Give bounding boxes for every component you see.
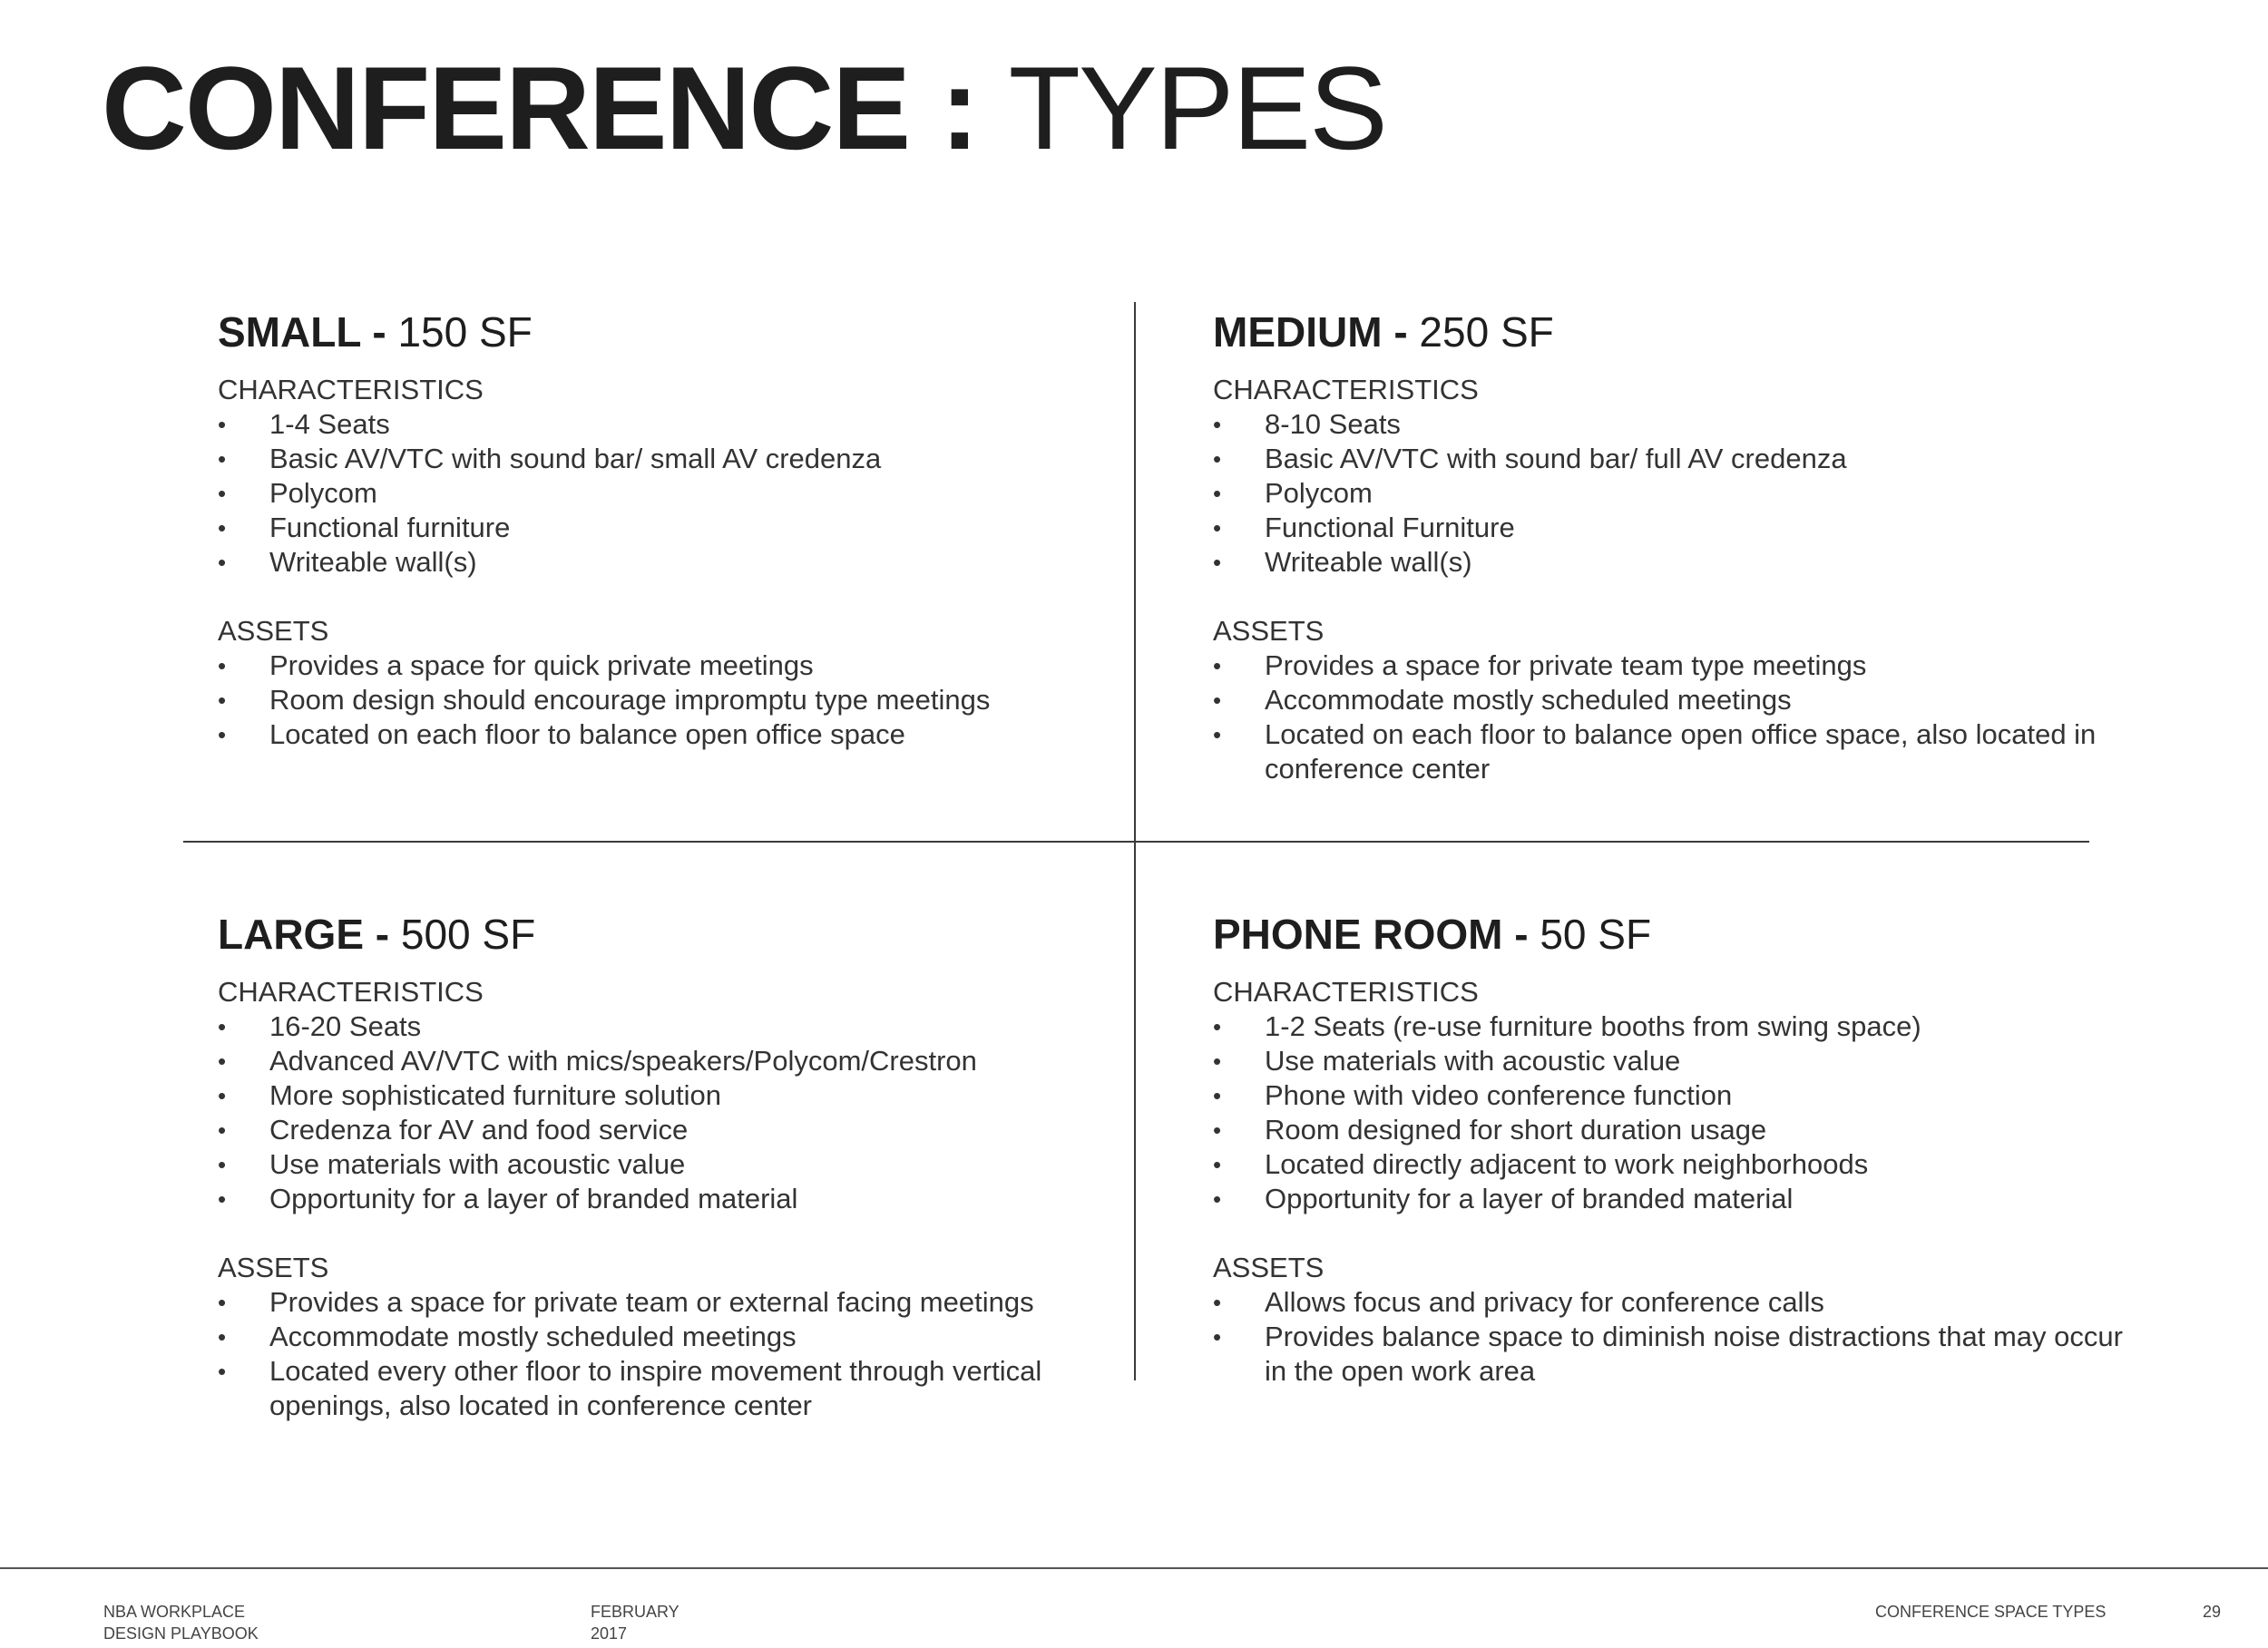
- list-item-text: Located directly adjacent to work neighborhoods: [1265, 1148, 1869, 1180]
- footer-publication-line2: DESIGN PLAYBOOK: [103, 1624, 259, 1643]
- bullet-icon: •: [218, 1151, 227, 1178]
- list-item-text: Located every other floor to inspire movement through vertical openings, also located in conference center: [269, 1355, 1042, 1421]
- list-item-text: Room design should encourage impromptu type meetings: [269, 684, 991, 716]
- list-item-text: Accommodate mostly scheduled meetings: [269, 1321, 797, 1352]
- footer-date: [591, 1601, 679, 1644]
- bullet-icon: •: [1213, 721, 1222, 748]
- list-item-text: Room designed for short duration usage: [1265, 1114, 1767, 1146]
- list-item: [1213, 407, 2129, 442]
- bullet-icon: •: [218, 1289, 227, 1316]
- list-item: [218, 442, 1134, 476]
- bullet-icon: •: [1213, 411, 1222, 438]
- list-item-text: Provides a space for private team or external facing meetings: [269, 1286, 1034, 1318]
- footer-year: 2017: [591, 1624, 628, 1643]
- room-type-name: SMALL -: [218, 308, 386, 356]
- list-item: [1213, 511, 2129, 545]
- list-item: [218, 717, 1134, 752]
- bullet-icon: •: [1213, 514, 1222, 541]
- characteristics-label: CHARACTERISTICS: [1213, 976, 1479, 1008]
- quadrant-title: [1213, 904, 2129, 964]
- footer-publication-line1: NBA WORKPLACE: [103, 1603, 246, 1621]
- characteristics-list: [1213, 1009, 2129, 1216]
- list-item-text: Located on each floor to balance open office space, also located in conference center: [1265, 718, 2097, 785]
- characteristics-label: CHARACTERISTICS: [218, 374, 484, 405]
- assets-list: [1213, 648, 2129, 786]
- bullet-icon: •: [1213, 445, 1222, 473]
- list-item: [1213, 1044, 2129, 1078]
- bullet-icon: •: [218, 480, 227, 507]
- bullet-icon: •: [1213, 549, 1222, 576]
- page-number: 29: [2203, 1603, 2222, 1621]
- list-item-text: Basic AV/VTC with sound bar/ full AV credenza: [1265, 443, 1847, 474]
- bullet-icon: •: [1213, 1082, 1222, 1109]
- assets-label: ASSETS: [1213, 1252, 1325, 1283]
- quadrant-title: [1213, 302, 2129, 362]
- assets-label: ASSETS: [218, 615, 329, 647]
- horizontal-divider: [183, 841, 2089, 843]
- bullet-icon: •: [218, 652, 227, 679]
- assets-label: ASSETS: [1213, 615, 1325, 647]
- list-item: [218, 1113, 1134, 1147]
- list-item-text: Opportunity for a layer of branded material: [1265, 1183, 1794, 1214]
- list-item-text: 1-2 Seats (re-use furniture booths from swing space): [1265, 1010, 1921, 1042]
- bullet-icon: •: [1213, 480, 1222, 507]
- list-item-text: Provides balance space to diminish noise distractions that may occur in the open work area: [1265, 1321, 2123, 1387]
- list-item-text: Provides a space for private team type meetings: [1265, 649, 1867, 681]
- list-item-text: Polycom: [269, 477, 377, 509]
- list-item: [1213, 1285, 2129, 1320]
- list-item-text: 8-10 Seats: [1265, 408, 1401, 440]
- bullet-icon: •: [1213, 1048, 1222, 1075]
- list-item-text: Writeable wall(s): [269, 546, 477, 578]
- list-item-text: Use materials with acoustic value: [1265, 1045, 1681, 1077]
- list-item: [218, 1320, 1134, 1354]
- list-item: [218, 683, 1134, 717]
- footer-publication: [103, 1601, 259, 1644]
- list-item: [218, 1182, 1134, 1216]
- list-item: [1213, 476, 2129, 511]
- bullet-icon: •: [1213, 1013, 1222, 1040]
- quadrant-small: [218, 302, 1134, 752]
- list-item: [218, 407, 1134, 442]
- list-item-text: Polycom: [1265, 477, 1373, 509]
- footer-rule: [0, 1567, 2268, 1569]
- bullet-icon: •: [218, 1358, 227, 1385]
- list-item: [218, 476, 1134, 511]
- list-item: [218, 1147, 1134, 1182]
- page-title: [102, 40, 1386, 176]
- list-item: [218, 1285, 1134, 1320]
- list-item: [1213, 683, 2129, 717]
- assets-list: [218, 1285, 1134, 1423]
- list-item-text: Basic AV/VTC with sound bar/ small AV credenza: [269, 443, 882, 474]
- list-item: [218, 545, 1134, 580]
- bullet-icon: •: [218, 1013, 227, 1040]
- list-item-text: 16-20 Seats: [269, 1010, 422, 1042]
- list-item: [218, 1009, 1134, 1044]
- bullet-icon: •: [1213, 687, 1222, 714]
- bullet-icon: •: [218, 1185, 227, 1213]
- bullet-icon: •: [1213, 652, 1222, 679]
- characteristics-list: [218, 1009, 1134, 1216]
- quadrant-title: [218, 904, 1134, 964]
- list-item: [1213, 1147, 2129, 1182]
- bullet-icon: •: [218, 549, 227, 576]
- room-size: 50 SF: [1540, 911, 1652, 958]
- list-item-text: Functional Furniture: [1265, 512, 1515, 543]
- bullet-icon: •: [218, 1323, 227, 1351]
- list-item-text: Writeable wall(s): [1265, 546, 1472, 578]
- characteristics-label: CHARACTERISTICS: [218, 976, 484, 1008]
- page-title-bold: CONFERENCE :: [102, 42, 978, 174]
- bullet-icon: •: [218, 411, 227, 438]
- list-item-text: Phone with video conference function: [1265, 1079, 1733, 1111]
- bullet-icon: •: [1213, 1323, 1222, 1351]
- list-item: [1213, 442, 2129, 476]
- list-item: [218, 1044, 1134, 1078]
- characteristics-list: [1213, 407, 2129, 580]
- list-item-text: Credenza for AV and food service: [269, 1114, 689, 1146]
- list-item-text: Opportunity for a layer of branded material: [269, 1183, 798, 1214]
- bullet-icon: •: [1213, 1185, 1222, 1213]
- bullet-icon: •: [218, 514, 227, 541]
- assets-list: [218, 648, 1134, 752]
- room-size: 500 SF: [400, 911, 536, 958]
- room-type-name: MEDIUM -: [1213, 308, 1408, 356]
- list-item-text: More sophisticated furniture solution: [269, 1079, 721, 1111]
- list-item: [1213, 1182, 2129, 1216]
- bullet-icon: •: [218, 687, 227, 714]
- bullet-icon: •: [218, 445, 227, 473]
- list-item: [1213, 648, 2129, 683]
- list-item: [218, 1078, 1134, 1113]
- list-item: [1213, 1009, 2129, 1044]
- list-item: [1213, 1078, 2129, 1113]
- footer-month: FEBRUARY: [591, 1603, 679, 1621]
- bullet-icon: •: [1213, 1289, 1222, 1316]
- characteristics-list: [218, 407, 1134, 580]
- bullet-icon: •: [218, 721, 227, 748]
- characteristics-label: CHARACTERISTICS: [1213, 374, 1479, 405]
- bullet-icon: •: [218, 1082, 227, 1109]
- list-item: [218, 648, 1134, 683]
- bullet-icon: •: [218, 1048, 227, 1075]
- list-item: [218, 511, 1134, 545]
- assets-label: ASSETS: [218, 1252, 329, 1283]
- list-item-text: Allows focus and privacy for conference calls: [1265, 1286, 1824, 1318]
- bullet-icon: •: [1213, 1151, 1222, 1178]
- assets-list: [1213, 1285, 2129, 1389]
- quadrant-phone-room: [1213, 904, 2129, 1389]
- footer-section-title: CONFERENCE SPACE TYPES: [1875, 1603, 2107, 1621]
- quadrant-medium: [1213, 302, 2129, 786]
- list-item-text: Provides a space for quick private meetings: [269, 649, 814, 681]
- list-item-text: Advanced AV/VTC with mics/speakers/Polycom/Crestron: [269, 1045, 977, 1077]
- list-item-text: Functional furniture: [269, 512, 511, 543]
- bullet-icon: •: [1213, 1117, 1222, 1144]
- list-item-text: Accommodate mostly scheduled meetings: [1265, 684, 1792, 716]
- room-size: 250 SF: [1419, 308, 1554, 356]
- quadrant-title: [218, 302, 1134, 362]
- list-item-text: 1-4 Seats: [269, 408, 390, 440]
- room-type-name: PHONE ROOM -: [1213, 911, 1529, 958]
- list-item: [1213, 717, 2129, 786]
- room-size: 150 SF: [397, 308, 533, 356]
- bullet-icon: •: [218, 1117, 227, 1144]
- list-item-text: Located on each floor to balance open office space: [269, 718, 905, 750]
- quadrant-large: [218, 904, 1134, 1423]
- list-item-text: Use materials with acoustic value: [269, 1148, 686, 1180]
- list-item: [218, 1354, 1134, 1423]
- list-item: [1213, 1320, 2129, 1389]
- list-item: [1213, 545, 2129, 580]
- list-item: [1213, 1113, 2129, 1147]
- room-type-name: LARGE -: [218, 911, 390, 958]
- page-title-light: TYPES: [1008, 42, 1386, 174]
